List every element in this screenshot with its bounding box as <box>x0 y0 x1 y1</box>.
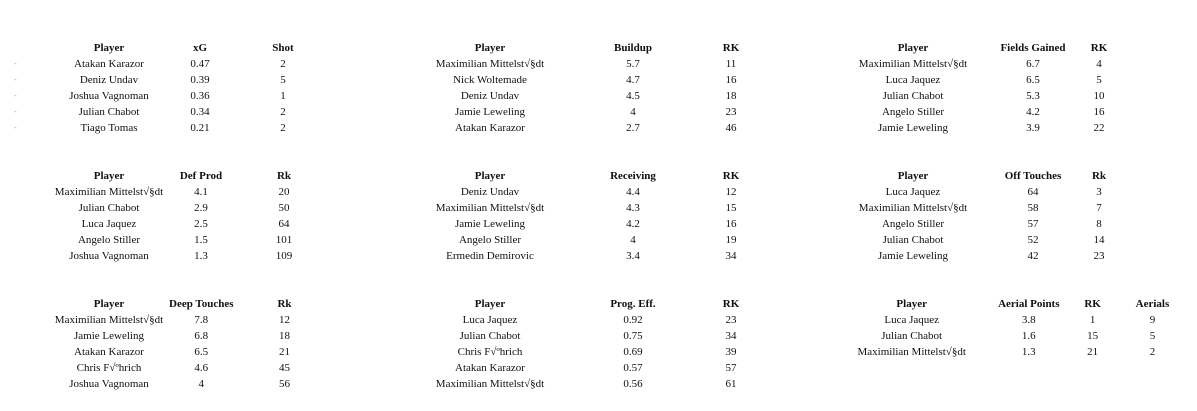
table-row <box>843 184 1115 200</box>
value-cell: 46 <box>725 122 737 134</box>
value-cell: 4.7 <box>626 74 640 86</box>
value-cell: 7 <box>1096 202 1102 214</box>
header-def-prod: Def Prod <box>179 170 223 182</box>
value-cell: 10 <box>1093 90 1105 102</box>
value-cell: 0.56 <box>623 378 643 390</box>
header-row <box>420 296 756 312</box>
table-row <box>420 184 756 200</box>
value-cell: 23 <box>725 106 737 118</box>
value-cell: 21 <box>1087 346 1099 358</box>
aerial-points-table <box>843 296 1197 360</box>
value-cell: 2 <box>280 58 286 70</box>
header-rank: RK <box>722 42 740 54</box>
value-cell: 56 <box>279 378 290 390</box>
value-cell: 9 <box>1149 314 1156 326</box>
value-cell: 23 <box>1093 250 1105 262</box>
value-cell: 64 <box>278 218 290 230</box>
table-row <box>843 56 1115 72</box>
value-cell: 0.39 <box>190 74 210 86</box>
row-marker-1: - <box>14 59 17 68</box>
player-cell: Maximilian Mittelst√§dt <box>435 202 545 214</box>
player-cell: Julian Chabot <box>459 330 521 342</box>
header-row <box>49 168 335 184</box>
value-cell: 6.5 <box>194 346 209 358</box>
table-row <box>420 216 756 232</box>
table-row <box>420 328 756 344</box>
value-cell: 61 <box>725 378 737 390</box>
table-row <box>843 312 1197 328</box>
table-row <box>843 248 1115 264</box>
value-cell: 2 <box>280 106 286 118</box>
player-cell: Angelo Stiller <box>881 218 945 230</box>
value-cell: 2 <box>1149 346 1156 358</box>
player-cell: Ermedin Demirovic <box>446 250 534 262</box>
value-cell: 3.9 <box>1026 122 1040 134</box>
table-row <box>49 88 335 104</box>
value-cell: 0.69 <box>623 346 643 358</box>
value-cell: 1 <box>280 90 286 102</box>
table-row <box>843 88 1115 104</box>
value-cell: 4.3 <box>626 202 640 214</box>
value-cell: 58 <box>1027 202 1039 214</box>
header-player: Player <box>897 170 929 182</box>
header-shot: Shot <box>272 42 294 54</box>
value-cell: 1.5 <box>194 234 208 246</box>
player-cell: Maximilian Mittelst√§dt <box>857 346 966 358</box>
header-rank: Rk <box>277 298 292 310</box>
value-cell: 18 <box>725 90 737 102</box>
value-cell: 0.92 <box>623 314 643 326</box>
header-player: Player <box>93 170 125 182</box>
deep-touches-table <box>49 296 336 392</box>
value-cell: 5 <box>1096 74 1102 86</box>
def-prod-table <box>49 168 335 264</box>
value-cell: 3 <box>1096 186 1102 198</box>
header-prog-eff: Prog. Eff. <box>610 298 656 310</box>
table-row <box>49 344 336 360</box>
value-cell: 4.2 <box>1026 106 1040 118</box>
table-row <box>843 200 1115 216</box>
table-row <box>420 72 756 88</box>
table-row <box>49 216 335 232</box>
header-row <box>420 168 756 184</box>
value-cell: 0.75 <box>623 330 643 342</box>
value-cell: 2.7 <box>626 122 640 134</box>
row-marker-5: - <box>14 123 17 132</box>
header-rank: Rk <box>276 170 292 182</box>
player-cell: Atakan Karazor <box>455 122 525 134</box>
value-cell: 23 <box>725 314 737 326</box>
table-row <box>49 360 336 376</box>
value-cell: 22 <box>1093 122 1105 134</box>
value-cell: 64 <box>1027 186 1039 198</box>
value-cell: 19 <box>725 234 737 246</box>
value-cell: 0.57 <box>623 362 643 374</box>
table-row <box>420 200 756 216</box>
header-row <box>843 168 1115 184</box>
value-cell: 0.36 <box>190 90 210 102</box>
player-cell: Maximilian Mittelst√§dt <box>858 58 968 70</box>
header-row <box>843 40 1115 56</box>
player-cell: Joshua Vagnoman <box>69 378 149 390</box>
value-cell: 0.47 <box>190 58 210 70</box>
value-cell: 4.1 <box>194 186 208 198</box>
xg-table <box>49 40 335 136</box>
value-cell: 34 <box>725 250 737 262</box>
player-cell: Angelo Stiller <box>458 234 522 246</box>
table-row <box>49 56 335 72</box>
table-row <box>843 104 1115 120</box>
player-cell: Luca Jaquez <box>885 74 941 86</box>
table-row <box>49 72 335 88</box>
header-deep-touches: Deep Touches <box>169 298 234 310</box>
value-cell: 42 <box>1027 250 1039 262</box>
header-row <box>420 40 756 56</box>
value-cell: 1.3 <box>1021 346 1036 358</box>
value-cell: 12 <box>725 186 737 198</box>
table-row <box>420 344 756 360</box>
receiving-table <box>420 168 756 264</box>
value-cell: 16 <box>1093 106 1105 118</box>
table-row <box>420 120 756 136</box>
value-cell: 7.8 <box>194 314 209 326</box>
value-cell: 3.4 <box>626 250 640 262</box>
player-cell: Luca Jaquez <box>462 314 518 326</box>
table-row <box>420 232 756 248</box>
table-row <box>420 376 756 392</box>
value-cell: 4 <box>198 378 204 390</box>
fields-gained-table <box>843 40 1115 136</box>
player-cell: Maximilian Mittelst√§dt <box>435 58 545 70</box>
player-cell: Deniz Undav <box>79 74 139 86</box>
table-row <box>843 72 1115 88</box>
table-row <box>49 200 335 216</box>
player-cell: Chris F√ºhrich <box>76 362 142 374</box>
header-player: Player <box>896 298 927 310</box>
table-row <box>420 88 756 104</box>
table-row <box>420 360 756 376</box>
row-marker-column <box>14 56 20 136</box>
table-row <box>843 328 1197 344</box>
value-cell: 5 <box>280 74 286 86</box>
value-cell: 4 <box>630 106 636 118</box>
value-cell: 109 <box>275 250 293 262</box>
header-receiving: Receiving <box>610 170 656 182</box>
value-cell: 52 <box>1027 234 1039 246</box>
player-cell: Julian Chabot <box>882 90 944 102</box>
table-row <box>49 248 335 264</box>
value-cell: 15 <box>1087 330 1099 342</box>
value-cell: 8 <box>1096 218 1102 230</box>
header-aerial-points: Aerial Points <box>998 298 1060 310</box>
value-cell: 0.21 <box>190 122 210 134</box>
player-cell: Atakan Karazor <box>455 362 525 374</box>
header-buildup: Buildup <box>614 42 652 54</box>
prog-eff-table <box>420 296 756 392</box>
player-cell: Jamie Leweling <box>455 106 525 118</box>
player-cell: Jamie Leweling <box>455 218 525 230</box>
value-cell: 4 <box>1096 58 1102 70</box>
value-cell: 57 <box>725 362 737 374</box>
value-cell: 3.8 <box>1021 314 1036 326</box>
player-cell: Julian Chabot <box>882 234 944 246</box>
player-cell: Deniz Undav <box>460 186 520 198</box>
table-row <box>49 312 336 328</box>
value-cell: 0.34 <box>190 106 210 118</box>
off-touches-table <box>843 168 1115 264</box>
player-cell: Maximilian Mittelst√§dt <box>54 314 164 326</box>
player-cell: Deniz Undav <box>460 90 520 102</box>
header-rank: Rk <box>1091 170 1107 182</box>
player-cell: Luca Jaquez <box>884 314 940 326</box>
player-cell: Chris F√ºhrich <box>457 346 523 358</box>
header-player: Player <box>474 42 506 54</box>
value-cell: 14 <box>1093 234 1105 246</box>
value-cell: 1 <box>1089 314 1096 326</box>
table-row <box>843 120 1115 136</box>
value-cell: 4.2 <box>626 218 640 230</box>
header-xg: xG <box>192 42 208 54</box>
header-player: Player <box>93 42 125 54</box>
value-cell: 2 <box>280 122 286 134</box>
table-row <box>420 104 756 120</box>
player-cell: Joshua Vagnoman <box>69 250 149 262</box>
value-cell: 6.5 <box>1026 74 1040 86</box>
value-cell: 15 <box>725 202 737 214</box>
value-cell: 12 <box>279 314 290 326</box>
value-cell: 5.3 <box>1026 90 1040 102</box>
table-row <box>49 104 335 120</box>
value-cell: 1.6 <box>1021 330 1036 342</box>
header-row <box>49 296 336 312</box>
header-player: Player <box>93 298 125 310</box>
table-row <box>49 376 336 392</box>
value-cell: 39 <box>725 346 737 358</box>
player-cell: Jamie Leweling <box>878 122 948 134</box>
value-cell: 45 <box>279 362 290 374</box>
player-cell: Joshua Vagnoman <box>69 90 149 102</box>
player-cell: Tiago Tomas <box>80 122 138 134</box>
player-cell: Angelo Stiller <box>881 106 945 118</box>
player-cell: Julian Chabot <box>78 202 140 214</box>
table-row <box>49 232 335 248</box>
value-cell: 4.6 <box>194 362 209 374</box>
value-cell: 16 <box>725 218 737 230</box>
value-cell: 5 <box>1149 330 1156 342</box>
player-cell: Maximilian Mittelst√§dt <box>435 378 545 390</box>
header-fields-gained: Fields Gained <box>1000 42 1066 54</box>
value-cell: 16 <box>725 74 737 86</box>
player-cell: Luca Jaquez <box>885 186 941 198</box>
player-cell: Jamie Leweling <box>878 250 948 262</box>
header-player: Player <box>474 170 506 182</box>
value-cell: 18 <box>279 330 290 342</box>
header-off-touches: Off Touches <box>1004 170 1062 182</box>
player-cell: Julian Chabot <box>78 106 140 118</box>
header-row <box>843 296 1197 312</box>
header-row <box>49 40 335 56</box>
table-row <box>843 344 1197 360</box>
table-row <box>843 216 1115 232</box>
header-rank: RK <box>722 170 740 182</box>
value-cell: 1.3 <box>194 250 208 262</box>
player-cell: Maximilian Mittelst√§dt <box>858 202 968 214</box>
value-cell: 4.4 <box>626 186 640 198</box>
value-cell: 101 <box>275 234 293 246</box>
header-rank: RK <box>1090 42 1108 54</box>
value-cell: 2.9 <box>194 202 208 214</box>
table-row <box>420 56 756 72</box>
table-row <box>420 312 756 328</box>
value-cell: 11 <box>725 58 737 70</box>
value-cell: 34 <box>725 330 737 342</box>
header-player: Player <box>474 298 506 310</box>
value-cell: 6.8 <box>194 330 209 342</box>
player-cell: Atakan Karazor <box>74 346 144 358</box>
value-cell: 4.5 <box>626 90 640 102</box>
value-cell: 50 <box>278 202 290 214</box>
value-cell: 2.5 <box>194 218 208 230</box>
value-cell: 4 <box>630 234 636 246</box>
row-marker-3: - <box>14 91 17 100</box>
header-player: Player <box>897 42 929 54</box>
row-marker-2: - <box>14 75 17 84</box>
player-cell: Nick Woltemade <box>453 74 527 86</box>
table-row <box>843 232 1115 248</box>
table-row <box>49 120 335 136</box>
value-cell: 20 <box>278 186 290 198</box>
value-cell: 21 <box>279 346 290 358</box>
value-cell: 6.7 <box>1026 58 1040 70</box>
player-cell: Julian Chabot <box>881 330 943 342</box>
player-cell: Maximilian Mittelst√§dt <box>54 186 164 198</box>
table-row <box>49 328 336 344</box>
buildup-table <box>420 40 756 136</box>
row-marker-4: - <box>14 107 17 116</box>
value-cell: 57 <box>1027 218 1039 230</box>
header-aerials: Aerials <box>1135 298 1170 310</box>
player-cell: Jamie Leweling <box>74 330 144 342</box>
header-rank: RK <box>1084 298 1101 310</box>
header-rank: RK <box>722 298 740 310</box>
table-row <box>49 184 335 200</box>
table-row <box>420 248 756 264</box>
value-cell: 5.7 <box>626 58 640 70</box>
player-cell: Atakan Karazor <box>74 58 144 70</box>
player-cell: Angelo Stiller <box>77 234 141 246</box>
player-cell: Luca Jaquez <box>81 218 137 230</box>
